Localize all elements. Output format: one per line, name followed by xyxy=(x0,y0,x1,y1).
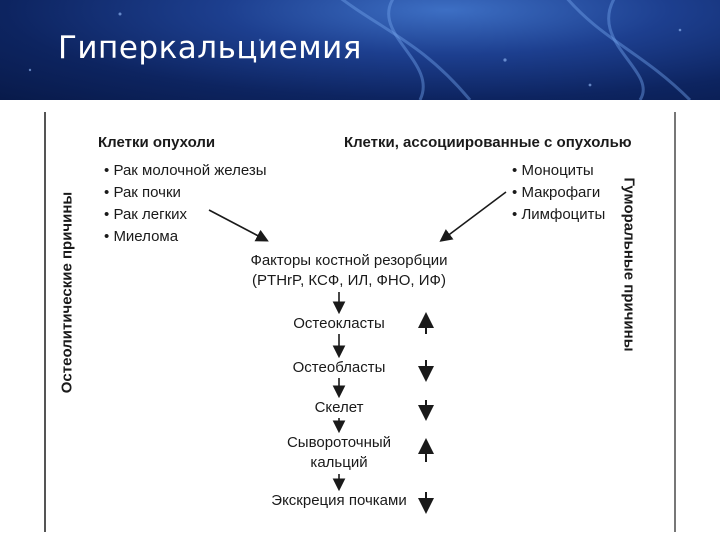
diagram-arrows xyxy=(44,112,676,532)
slide-title: Гиперкальциемия xyxy=(58,30,362,66)
bone-resorption-factors-label: Факторы костной резорбции xyxy=(250,252,448,269)
left-list-item: • Миелома xyxy=(104,228,179,245)
osteoclasts-node: Остеокласты xyxy=(293,315,385,332)
bullet-icon: • xyxy=(104,228,110,245)
humoral-causes-label: Гуморальные причины xyxy=(620,177,638,352)
serum-calcium-node-line1: Сывороточный xyxy=(286,434,392,451)
bullet-icon: • xyxy=(512,162,518,179)
tumor-associated-cells-heading: Клетки, ассоциированные с опухолью xyxy=(344,134,632,151)
tumor-cells-heading: Клетки опухоли xyxy=(98,134,216,151)
bullet-icon: • xyxy=(512,184,518,201)
osteoblasts-node: Остеобласты xyxy=(292,359,386,376)
skeleton-node: Скелет xyxy=(314,399,364,416)
bullet-icon: • xyxy=(104,162,110,179)
bullet-icon: • xyxy=(104,184,110,201)
left-list-item: • Рак молочной железы xyxy=(104,162,267,179)
slide-header xyxy=(0,0,720,100)
hypercalcemia-diagram xyxy=(44,112,676,532)
bone-resorption-factors-list: (PTHrP, КСФ, ИЛ, ФНО, ИФ) xyxy=(252,272,446,289)
left-diagonal-arrow xyxy=(209,210,266,240)
left-list-item: • Рак почки xyxy=(104,184,181,201)
bullet-icon: • xyxy=(104,206,110,223)
bullet-icon: • xyxy=(512,206,518,223)
serum-calcium-node-line2: кальций xyxy=(310,454,368,471)
right-list-item: • Лимфоциты xyxy=(512,206,606,223)
osteolytic-causes-label: Остеолитические причины xyxy=(58,191,76,394)
renal-excretion-node: Экскреция почками xyxy=(271,492,407,509)
right-diagonal-arrow xyxy=(442,192,506,240)
right-list-item: • Макрофаги xyxy=(512,184,601,201)
left-list-item: • Рак легких xyxy=(104,206,188,223)
right-list-item: • Моноциты xyxy=(512,162,594,179)
